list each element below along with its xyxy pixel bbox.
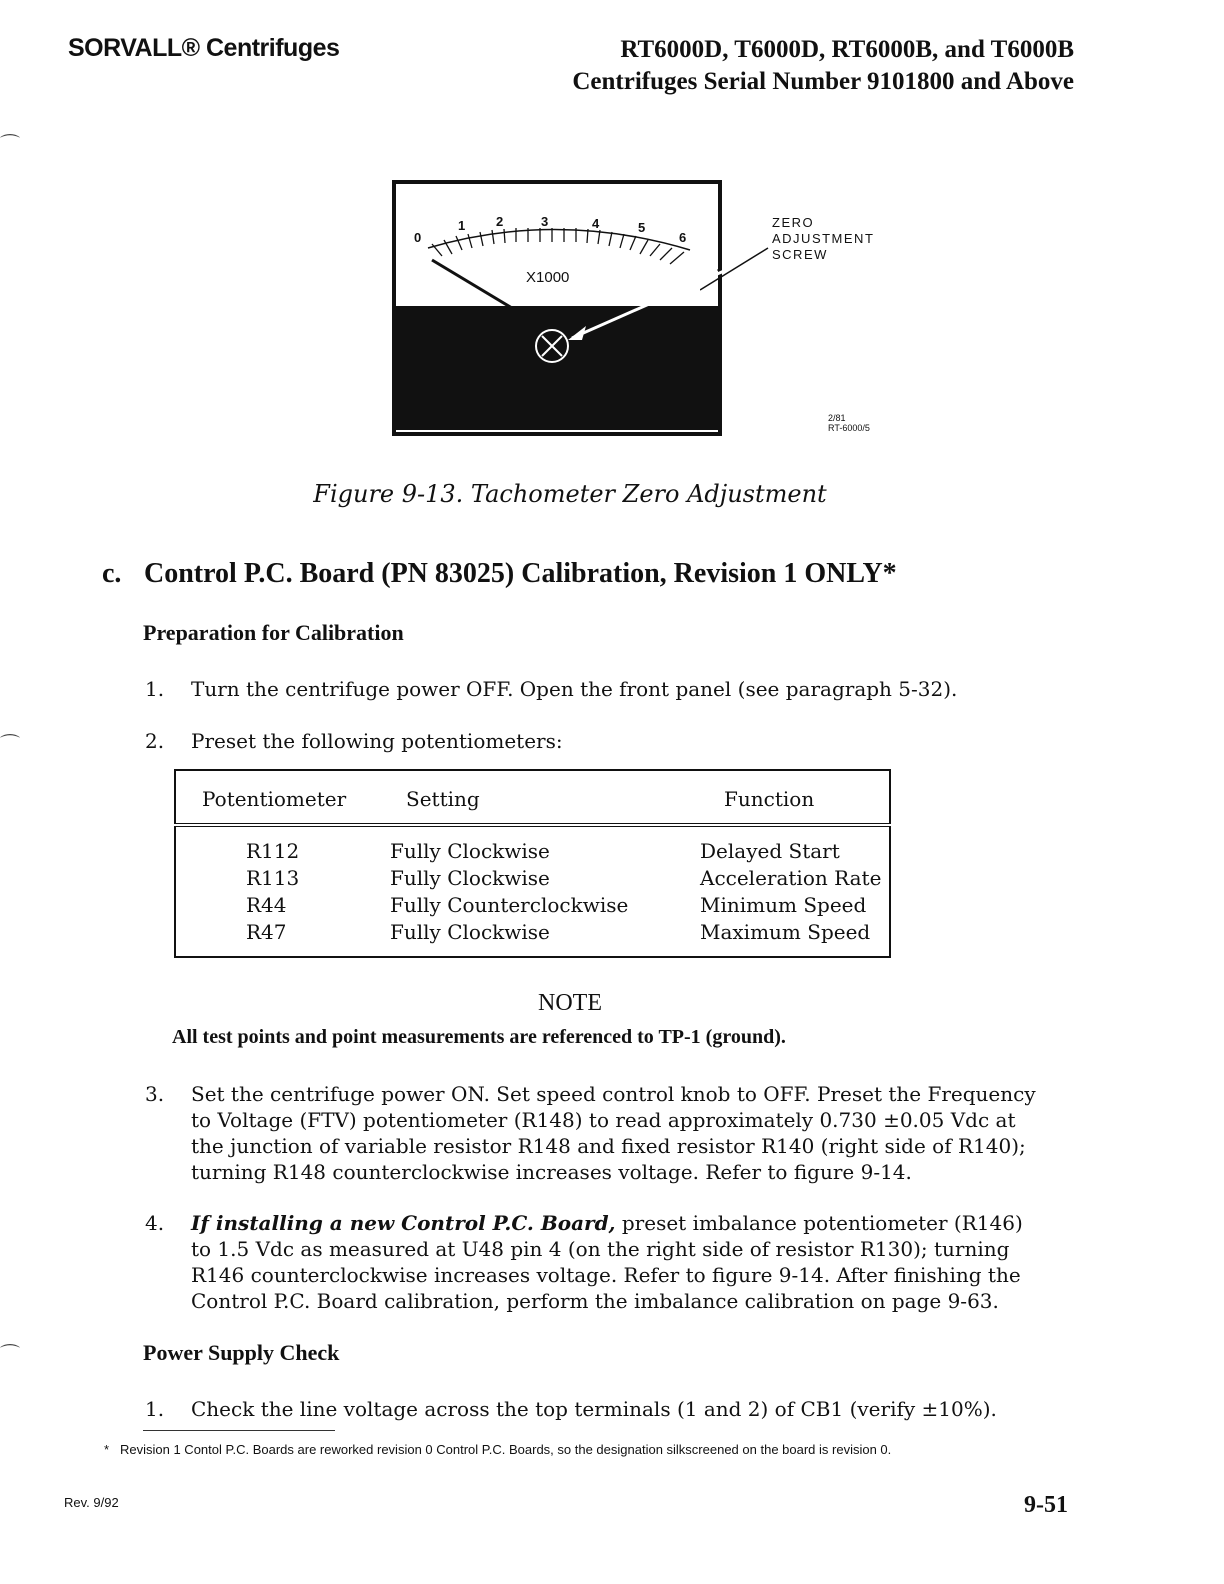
page-number: 9-51 — [1024, 1492, 1068, 1518]
edge-mark: ⌒ — [0, 132, 20, 156]
table-cell: Fully Clockwise — [390, 865, 550, 890]
callout-line: ZERO — [772, 215, 815, 230]
footnote — [104, 1440, 1014, 1459]
step-number: 2. — [145, 729, 165, 753]
table-cell: Minimum Speed — [700, 893, 867, 917]
step-emphasis: If installing a new Control P.C. Board, — [191, 1211, 616, 1235]
figure-id — [828, 413, 870, 433]
prep-step-3 — [145, 1081, 1045, 1185]
callout-line: SCREW — [772, 247, 828, 262]
prep-step-2 — [145, 728, 1045, 754]
step-number: 1. — [145, 1397, 165, 1421]
table-cell: Acceleration Rate — [700, 865, 882, 890]
step-text: Set the centrifuge power ON. Set speed control knob to OFF. Preset the Frequency to Voltage (FTV) potentiometer (R148) to read approximately 0.730 ±0.05 Vdc at the junction of variable resistor R148 and fixed resistor R140 (right side of R140); turning R148 counterclockwise increases voltage. Refer to figure 9-14. — [191, 1082, 1036, 1184]
callout-leader — [700, 246, 770, 296]
column-header: Potentiometer — [175, 770, 382, 825]
scale-label: 1 — [458, 218, 466, 233]
edge-mark: ⌒ — [0, 1342, 20, 1366]
table-cell: Maximum Speed — [700, 920, 871, 945]
tachometer-figure — [392, 180, 722, 436]
note-title: NOTE — [538, 990, 602, 1016]
scale-label: 4 — [592, 216, 600, 231]
power-heading: Power Supply Check — [143, 1340, 340, 1365]
table-cell: Fully Clockwise — [390, 838, 550, 863]
scale-label: 6 — [679, 230, 687, 245]
revision-date: Rev. 9/92 — [64, 1495, 119, 1510]
footnote-rule — [143, 1430, 335, 1431]
step-text: Preset the following potentiometers: — [191, 729, 563, 753]
step-number: 1. — [145, 677, 165, 701]
edge-mark: ⌒ — [0, 732, 20, 756]
figure-caption: Figure 9-13. Tachometer Zero Adjustment — [313, 480, 827, 508]
scale-label: 3 — [541, 214, 549, 229]
scale-label: 0 — [414, 230, 422, 245]
header-title — [572, 34, 1074, 98]
table-cell: R112 — [246, 838, 300, 863]
potentiometer-table — [174, 769, 891, 958]
table-cell: R47 — [246, 920, 287, 945]
section-title-text: Control P.C. Board (PN 83025) Calibration, Revision 1 ONLY* — [144, 558, 897, 589]
table-row — [175, 825, 890, 864]
footnote-text: Revision 1 Contol P.C. Boards are reworked revision 0 Control P.C. Boards, so the designation silkscreened on the board is revision 0. — [120, 1442, 892, 1457]
table-cell: Delayed Start — [700, 838, 840, 863]
table-header-row — [175, 770, 890, 825]
section-title — [102, 558, 897, 590]
section-letter: c. — [102, 558, 122, 589]
meter-lower-panel — [396, 306, 718, 430]
step-text: Check the line voltage across the top terminals (1 and 2) of CB1 (verify ±10%). — [191, 1397, 997, 1421]
callout-line: ADJUSTMENT — [772, 231, 875, 246]
table-row — [175, 892, 890, 919]
prep-step-1 — [145, 676, 1045, 702]
figure-id-line: RT-6000/5 — [828, 423, 870, 433]
step-text — [191, 1210, 1045, 1314]
note-text: All test points and point measurements are referenced to TP-1 (ground). — [172, 1026, 786, 1048]
step-text: Turn the centrifuge power OFF. Open the front panel (see paragraph 5-32). — [191, 677, 958, 701]
callout-text — [772, 215, 874, 263]
table-cell: Fully Clockwise — [390, 920, 550, 945]
multiplier-label: X1000 — [526, 269, 570, 286]
header-title-line2: Centrifuges Serial Number 9101800 and Above — [572, 68, 1074, 95]
power-step-1 — [145, 1396, 1045, 1422]
figure-id-line: 2/81 — [828, 413, 846, 423]
step-number: 3. — [145, 1082, 165, 1106]
column-header: Function — [676, 770, 890, 825]
table-row — [175, 864, 890, 891]
column-header: Setting — [382, 770, 676, 825]
scale-label: 2 — [496, 214, 504, 229]
table-cell: R44 — [246, 893, 287, 917]
prep-step-4 — [145, 1210, 1045, 1314]
table-cell: Fully Counterclockwise — [390, 893, 629, 917]
table-row — [175, 919, 890, 957]
footnote-mark: * — [104, 1442, 110, 1457]
step-body: preset imbalance potentiometer (R146) to 1.5 Vdc as measured at U48 pin 4 (on the right side of resistor R130); turning R146 counterclockwise increases voltage. Refer to figure 9-14. After finishing the Control P.C. Board calibration, perform the imbalance calibration on page 9-63. — [191, 1211, 1023, 1313]
table-cell: R113 — [246, 865, 300, 890]
prep-heading: Preparation for Calibration — [143, 620, 404, 645]
step-number: 4. — [145, 1211, 165, 1235]
scale-label: 5 — [638, 220, 646, 235]
header-product: SORVALL® Centrifuges — [68, 34, 340, 62]
header-title-line1: RT6000D, T6000D, RT6000B, and T6000B — [620, 36, 1074, 63]
